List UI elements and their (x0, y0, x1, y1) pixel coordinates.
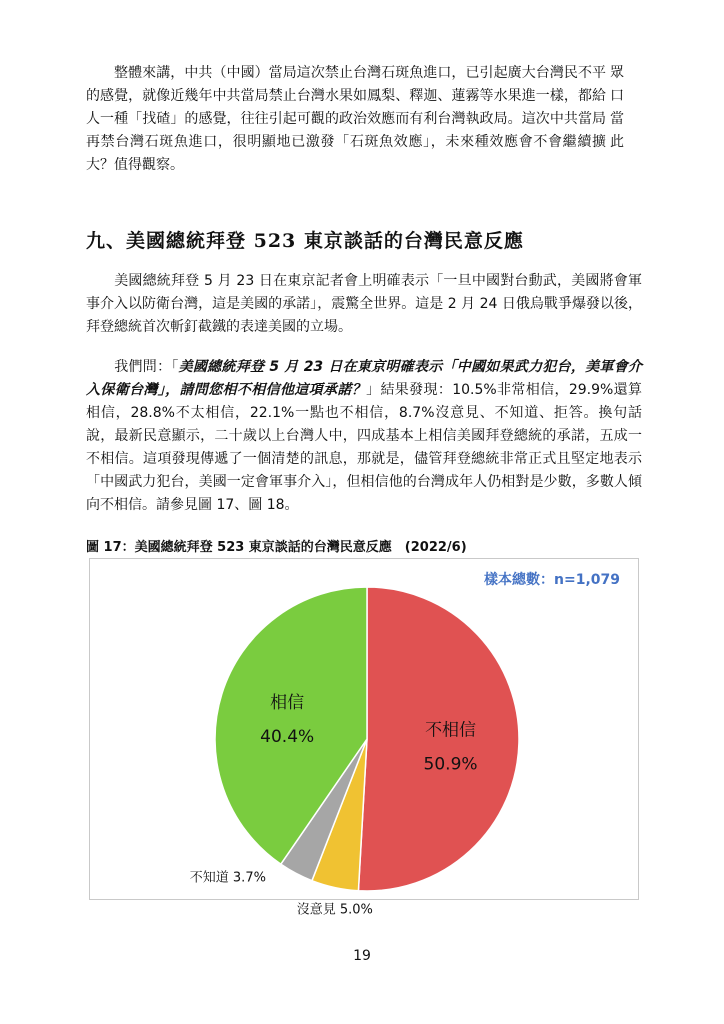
pie-chart-frame (89, 558, 639, 918)
paragraph-2-text: 美國總統拜登 5 月 23 日在東京記者會上明確表示「一旦中國對台動武，美國將會軍事介入以防衛台灣，這是美國的承諾」，震驚全世界。這是 2 月 24 日俄烏戰爭爆發以後，拜登總統首次斬釘截鐵的表達美國的立場。 (86, 273, 642, 335)
sample-size-label: 樣本總數：n=1,079 (484, 572, 620, 588)
paragraph-2 (86, 270, 642, 339)
side-char: 口 (610, 88, 624, 104)
pie-value-0: 50.9% (423, 754, 478, 775)
side-char: 當 (610, 111, 624, 127)
paragraph-3-text: 」結果發現：10.5%非常相信，29.9%還算相信，28.8%不太相信，22.1%一點也不相信，8.7%沒意見、不知道、拒答。換句話說，最新民意顯示，二十歲以上台灣人中，四成基本上相信美國拜登總統的承諾，五成一不相信。這項發現傳遞了一個清楚的訊息，那就是，儘管拜登總統非常正式且堅定地表示「中國武力犯台，美國一定會軍事介入」，但相信他的台灣成年人仍相對是少數，多數人傾向不相信。請參見圖 17、圖 18。 (86, 382, 643, 513)
paragraph-1-text: 整體來講，中共（中國）當局這次禁止台灣石斑魚進口，已引起廣大台灣民不平的感覺，就像近幾年中共當局禁止台灣水果如鳳梨、釋迦、蓮霧等水果進一樣，都給人一種「找碴」的感覺，往往引起可觀的政治效應而有利台灣執政局。這次中共當局再禁台灣石斑魚進口，很明顯地已激發「石斑魚效應」，未來種效應會不會繼續擴大？值得觀察。 (86, 65, 606, 173)
paragraph-1-trailing-chars (610, 62, 634, 154)
side-char: 眾 (610, 65, 624, 81)
side-char: 此 (610, 134, 624, 150)
section-heading: 九、美國總統拜登 523 東京談話的台灣民意反應 (86, 230, 524, 252)
page-number: 19 (353, 948, 371, 964)
pie-value-3: 40.4% (260, 727, 315, 748)
pie-label-3: 相信 (270, 693, 305, 714)
paragraph-3 (86, 356, 642, 517)
pie-chart (90, 559, 638, 918)
paragraph-3-prefix: 我們問：「 (114, 359, 179, 375)
survey-question: 美國總統拜登 5 月 23 日在東京明確表示「中國如果武力犯台，美軍會介入保衛台灣」，請問您相不相信他這項承諾？ (86, 359, 643, 398)
paragraph-1 (86, 62, 606, 177)
pie-label-1: 沒意見 5.0% (296, 902, 373, 918)
figure-caption: 圖 17：美國總統拜登 523 東京談話的台灣民意反應 (2022/6) (86, 540, 467, 555)
pie-label-0: 不相信 (425, 720, 477, 741)
pie-label-2: 不知道 3.7% (189, 870, 266, 886)
